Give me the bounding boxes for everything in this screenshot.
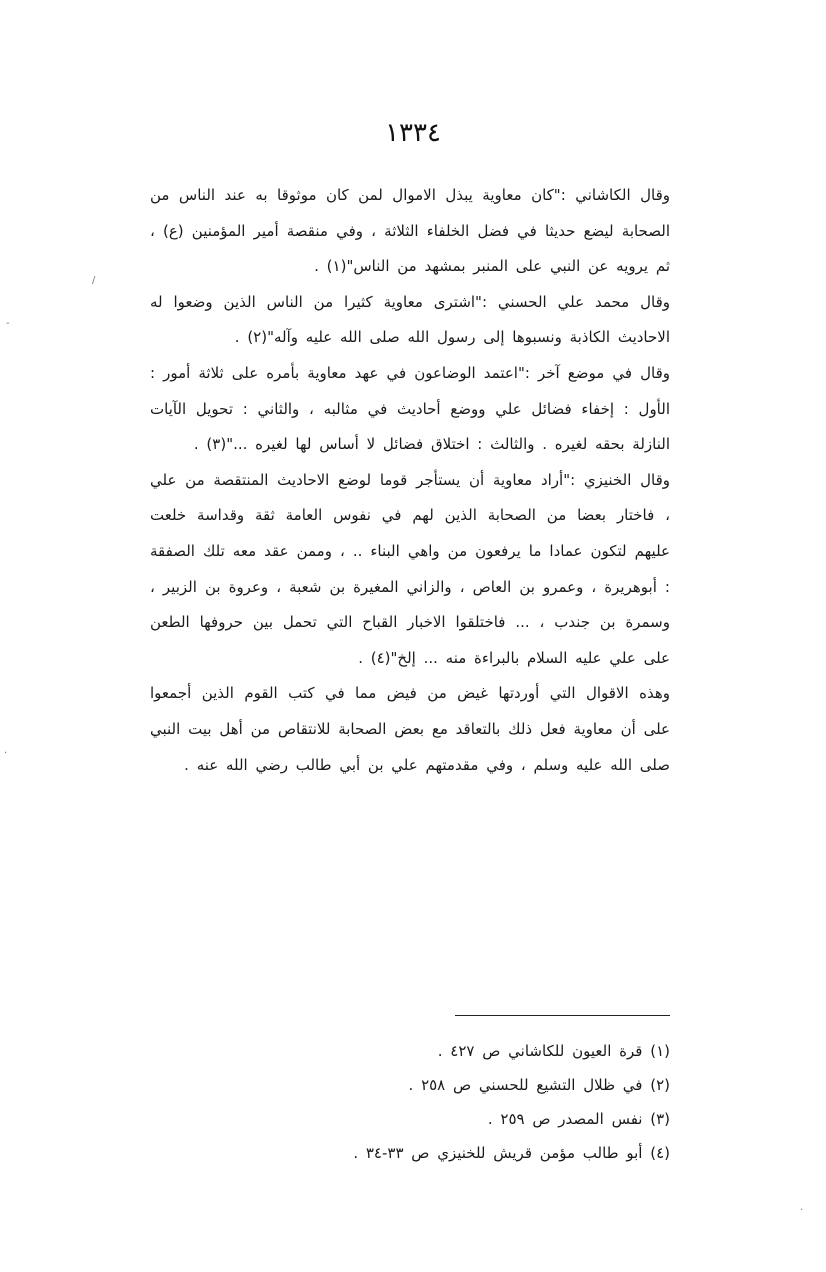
footnote-divider [455, 1015, 670, 1016]
footnote-4: (٤) أبو طالب مؤمن قريش للخنيزي ص ٣٣-٣٤ . [353, 1144, 670, 1162]
scan-speck: · [800, 1205, 804, 1216]
scan-speck: / [92, 275, 96, 286]
page-number: ١٣٣٤ [385, 118, 441, 148]
paragraph-hasani-2: وقال في موضع آخر :"اعتمد الوضاعون في عهد معاوية بأمره على ثلاثة أمور : الأول : إخفاء فضائل علي ووضع أحاديث في مثالبه ، والثاني : تحويل الآيات النازلة بحقه لغيره . والثالث : اختلاق فضائل لا أساس لها لغيره ..."(٣) . [150, 363, 670, 454]
footnote-2: (٢) في ظلال التشيع للحسني ص ٢٥٨ . [408, 1076, 670, 1094]
footnote-3: (٣) نفس المصدر ص ٢٥٩ . [487, 1110, 670, 1128]
scan-speck: - [6, 318, 10, 329]
body-text [150, 178, 670, 783]
paragraph-khunaizi: وقال الخنيزي :"أراد معاوية أن يستأجر قوما لوضع الاحاديث المنتقصة من علي ، فاختار بعضا من الصحابة الذين لهم في نفوس العامة ثقة وقداسة خلعت عليهم لتكون عمادا ما يرفعون من واهي البناء .. ، وممن عقد معه تلك الصفقة : أبوهريرة ، وعمرو بن العاص ، والزاني المغيرة بن شعبة ، وعروة بن الزبير ، وسمرة بن جندب ، ... فاختلقوا الاخبار القباح التي تحمل بين حروفها الطعن على علي عليه السلام بالبراءة منه ... إلخ"(٤) . [150, 470, 670, 667]
paragraph-hasani: وقال محمد علي الحسني :"اشترى معاوية كثيرا من الناس الذين وضعوا له الاحاديث الكاذبة ونسبوها إلى رسول الله صلى الله عليه وآله"(٢) . [150, 292, 670, 347]
scan-speck: · [4, 748, 8, 759]
footnote-1: (١) قرة العيون للكاشاني ص ٤٢٧ . [437, 1042, 670, 1060]
paragraph-kashani: وقال الكاشاني :"كان معاوية يبذل الاموال لمن كان موثوقا به عند الناس من الصحابة ليضع حديثا في فضل الخلفاء الثلاثة ، وفي منقصة أمير المؤمنين (ع) ، ثم يرويه عن النبي على المنبر بمشهد من الناس"(١) . [150, 186, 670, 276]
paragraph-conclusion: وهذه الاقوال التي أوردتها غيض من فيض مما في كتب القوم الذين أجمعوا على أن معاوية فعل ذلك بالتعاقد مع بعض الصحابة للانتقاص من أهل بيت النبي صلى الله عليه وسلم ، وفي مقدمتهم علي بن أبي طالب رضي الله عنه . [150, 684, 670, 774]
footnotes-list [150, 1034, 670, 1170]
